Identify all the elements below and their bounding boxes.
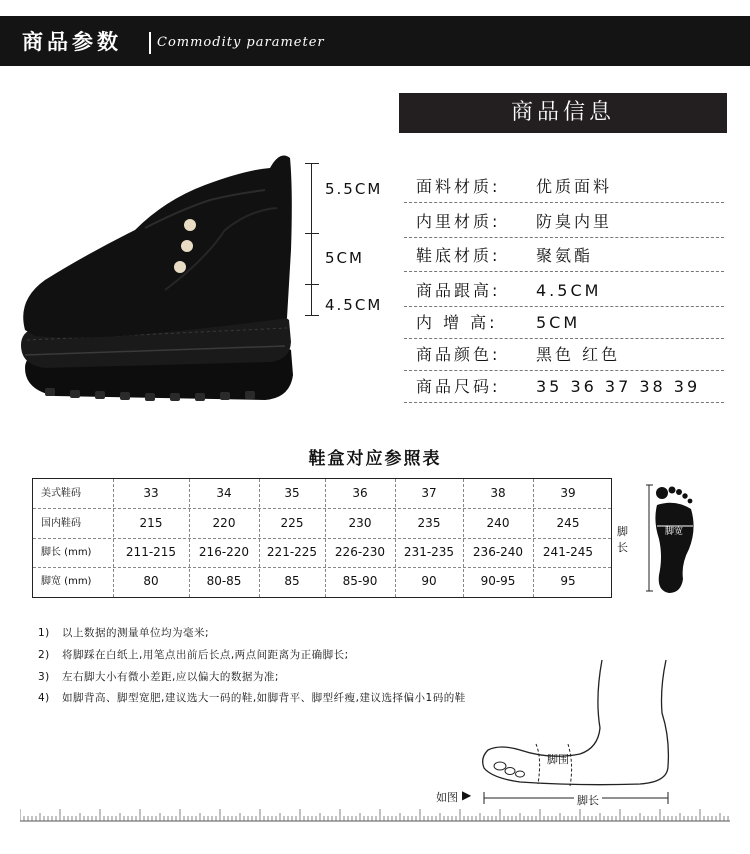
dim-tick	[305, 163, 319, 164]
table-row-label: 脚宽 (mm)	[41, 576, 92, 587]
table-cell: 245	[556, 516, 580, 530]
info-heading: 商品信息	[399, 93, 727, 133]
table-cell: 34	[216, 486, 232, 500]
dim-middle-label: 5CM	[325, 249, 364, 267]
table-cell: 33	[143, 486, 159, 500]
ruler	[20, 808, 730, 822]
info-row	[404, 241, 724, 272]
dim-bottom-label: 4.5CM	[325, 296, 383, 314]
table-cell: 35	[284, 486, 300, 500]
table-cell: 90	[421, 574, 437, 588]
table-cell: 226-230	[334, 545, 386, 559]
table-cell: 211-215	[125, 545, 177, 559]
foot-width-label: 脚宽	[664, 527, 684, 537]
table-row-label: 脚长 (mm)	[41, 547, 92, 558]
note-item	[38, 647, 349, 662]
foot-diagram	[470, 658, 690, 808]
info-key: 内 增 高:	[416, 313, 498, 332]
note-item	[38, 669, 279, 684]
info-value: 35 36 37 38 39	[536, 377, 701, 396]
table-row-label: 美式鞋码	[41, 488, 81, 499]
note-text: 如脚背高、脚型宽肥,建议选大一码的鞋,如脚背平、脚型纤瘦,建议选择偏小1码的鞋	[62, 692, 466, 704]
table-cell: 216-220	[198, 545, 250, 559]
note-text: 左右脚大小有微小差距,应以偏大的数据为准;	[62, 671, 279, 683]
info-row	[404, 172, 724, 203]
info-row	[404, 372, 724, 403]
table-cell: 215	[139, 516, 163, 530]
table-cell: 80	[143, 574, 159, 588]
table-cell: 85	[284, 574, 300, 588]
note-number: 2)	[38, 649, 50, 661]
table-cell: 221-225	[266, 545, 318, 559]
foot-length-label: 脚长	[617, 525, 628, 554]
info-row	[404, 340, 724, 371]
info-value: 4.5CM	[536, 281, 602, 300]
note-text: 以上数据的测量单位均为毫米;	[62, 627, 210, 639]
table-cell: 236-240	[472, 545, 524, 559]
table-cell: 80-85	[206, 574, 242, 588]
arrow-right-icon: ▶	[462, 788, 472, 802]
info-value: 黑色 红色	[536, 345, 621, 364]
dim-tick	[305, 315, 319, 316]
info-value: 防臭内里	[536, 212, 613, 231]
header-title: 商品参数	[22, 30, 122, 54]
header-divider	[149, 32, 151, 54]
girth-label: 脚围	[547, 753, 569, 766]
info-key: 鞋底材质:	[416, 246, 501, 265]
table-cell: 240	[486, 516, 510, 530]
note-number: 4)	[38, 692, 50, 704]
length-label: 脚长	[574, 792, 602, 808]
size-table	[32, 478, 684, 598]
info-row	[404, 276, 724, 307]
table-cell: 85-90	[342, 574, 378, 588]
info-key: 商品尺码:	[416, 377, 501, 396]
note-number: 3)	[38, 671, 50, 683]
table-cell: 38	[490, 486, 506, 500]
note-text: 将脚踩在白纸上,用笔点出前后长点,两点间距离为正确脚长;	[62, 649, 349, 661]
dim-tick	[305, 284, 319, 285]
table-row-label: 国内鞋码	[41, 518, 81, 529]
dim-vertical	[311, 163, 312, 315]
table-cell: 231-235	[403, 545, 455, 559]
info-value: 5CM	[536, 313, 581, 332]
table-cell: 95	[560, 574, 576, 588]
table-cell: 37	[421, 486, 437, 500]
table-cell: 36	[352, 486, 368, 500]
info-key: 面料材质:	[416, 177, 501, 196]
note-item	[38, 625, 209, 640]
info-key: 内里材质:	[416, 212, 501, 231]
table-cell: 230	[348, 516, 372, 530]
info-row	[404, 207, 724, 238]
as-shown-label: 如图	[436, 791, 458, 804]
note-item	[38, 690, 466, 705]
info-key: 商品颜色:	[416, 345, 501, 364]
table-cell: 39	[560, 486, 576, 500]
info-value: 优质面料	[536, 177, 613, 196]
footprint-icon	[645, 479, 701, 597]
table-cell: 220	[212, 516, 236, 530]
size-table-title: 鞋盒对应参照表	[308, 449, 442, 469]
dim-top-label: 5.5CM	[325, 180, 383, 198]
dim-tick	[305, 233, 319, 234]
note-number: 1)	[38, 627, 50, 639]
shoe-image	[15, 150, 305, 410]
header-subtitle: Commodity parameter	[157, 35, 325, 50]
info-key: 商品跟高:	[416, 281, 501, 300]
info-row	[404, 308, 724, 339]
table-cell: 90-95	[480, 574, 516, 588]
table-cell: 241-245	[542, 545, 594, 559]
table-cell: 235	[417, 516, 441, 530]
table-cell: 225	[280, 516, 304, 530]
info-value: 聚氨酯	[536, 246, 594, 265]
